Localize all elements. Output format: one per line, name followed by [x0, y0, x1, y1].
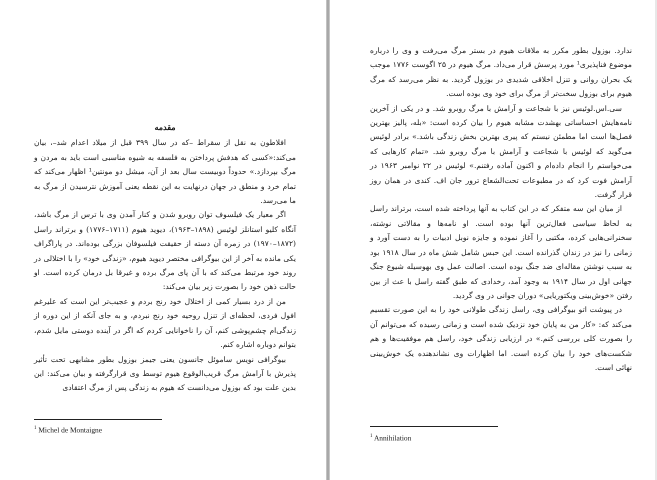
paragraph: در پیوشت اتو بیوگرافی وی، راسل زندگی طولانی خود را به این صورت تقسیم می‌کند که: «کار من به پایان خود نزدیک شده است و زمانی رسیده که می‌توانم آن را بصورت کلی بررسی کنم.» در ارزیابی زندگی خود، راسل هم موفقیت‌ها و هم شکست‌های خود را بیان کرده است. اما اظهارات وی نشاندهنده یک خوش‌بینی نهائی است. — [370, 305, 632, 372]
right-page — [330, 0, 657, 480]
footnote-text: Annihilation — [373, 433, 412, 443]
paragraph: سی.اس.لوئیس نیز با شجاعت و آرامش با مرگ روبرو شد. و در یکی از آخرین نامه‌هایش احساساتی بهشدت مشابه هیوم را بیان کرده است: «بله، پالیز بهترین فصل‌ها است اما مطمئن نیستم که پیری بهترین بخش زندگی باشد.» برادر لوئیس می‌گوید که لوئیس با شجاعت و آرامش با مرگ روبرو شد. «تمام کارهایی که می‌خواستم را انجام داده‌ام و اکنون آماده رفتنم.» لوئیس در ۲۲ نوامبر ۱۹۶۳ در آرامش فوت کرد که در مطبوعات تحت‌الشعاع ترور جان اف. کندی در همان روز قرار گرفت. — [370, 103, 633, 200]
paragraph: ندارد. بوزول بطور مکرر به ملاقات هیوم در بستر مرگ می‌رفت و وی را درباره موضوع فناپذیری¹ مورد پرسش قرار می‌داد. مرگ هیوم در ۲۵ اگوست ۱۷۷۶ موجب یک بحران روانی و تنزل اخلاقی شدیدی در بوزول گردید. به نظر می‌رسد که مرگ هیوم برای بوزول سخت‌تر از مرگ برای خود وی بوده است. — [370, 46, 632, 99]
section-heading: مقدمه — [154, 122, 176, 132]
paragraph: افلاطون به نقل از سقراط –که در سال ۳۹۹ قبل از میلاد اعدام شد–، بیان می‌کند:«کسی که هدفش پرداختن به فلسفه به شیوه مناسبی است باید به مردن و مرگ بپردازد.» حدوداً دوبیست سال بعد از آن، میشل دو مونتین¹ اظهار می‌کند که تمام خرد و منطق در جهان درنهایت به این نقطه یعنی آموزش نترسیدن از مرگ به ما می‌رسد. — [34, 138, 297, 206]
paragraph: اگر معیار یک فیلسوف توان روبرو شدن و کنار آمدن وی با ترس از مرگ باشد، آنگاه کلیو استانلز لوئیس (۱۸۹۸–۱۹۶۳)، دیوید هیوم (۱۷۱۱–۱۷۷۶) و برتراند راسل (۱۸۷۲–۱۹۷۰) در زمره آن دسته از حقیقت فیلسوفان بزرگی بوده‌اند. در پاراگراف یکی مانده به آخر از این بیوگرافی مختصر دیوید هیوم، «زندگی خود» را با اختلالی در روند خود مرتبط می‌کند که با آن پای مرگ برده و غیرقا بل درمان کرده است. او حالت ذهن خود را بصورت زیر بیان می‌کند: — [34, 210, 297, 292]
footnote — [34, 424, 102, 435]
footnote-mark: 1 — [370, 434, 373, 439]
footnote-text: Michel de Montaigne — [38, 425, 102, 435]
paragraph: من از درد بسیار کمی از اختلال خود رنج بردم و عجیب‌تر این است که علیرغم افول فردی، لحظه‌ای از تنزل روحیه خود رنج نبردم، و به جای آنکه از این دوره از زندگی‌ام چشم‌پوشی کنم، آن را ناخوانایی کردم که اگر در آینده دوستی مایل شدم، بتوانم دوباره اشاره کنم. — [34, 296, 296, 350]
paragraph: بیوگرافی نویس ساموئل جانسون یعنی جیمز بوزول بطور مشابهی تحت تأثیر پذیرش با آرامش مرگ قریب‌الوقوع هیوم توسط وی قرارگرفته و بیان می‌کند: این بدین علت بود که بوزول می‌دانست که هیوم به زندگی پس از مرگ اعتقادی — [34, 354, 296, 393]
right-page-body — [370, 44, 632, 375]
paragraph: از میان این سه متفکر که در این کتاب به آنها پرداخته شده است، برتراند راسل به لحاظ سیاسی فعال‌ترین آنها بوده است. او نامه‌ها و مقالاتی نوشته، سخنرانی‌هایی کرده، مکتبی را آغاز نموده و جایزه نوبل ادبیات را به دست آورد و زمانی را نیز در زندان گذرانده است. این حبس شامل شش ماه در سال ۱۹۱۸ بود به سبب نوشتن مقاله‌ای ضد جنگ بوده است. اصالت عمل وی بهوسیله شیوع جنگ جهانی اول در سال ۱۹۱۴ به وجود آمد، رخدادی که طبق گفته راسل با عث از بین رفتن «خوش‌بینی ویکتوریایی» دوران جوانی در وی گردید. — [370, 204, 632, 300]
footnote — [370, 432, 411, 443]
footnote-divider — [34, 419, 162, 420]
left-page-body — [34, 120, 296, 396]
footnote-mark: 1 — [34, 426, 37, 431]
footnote-divider — [370, 426, 498, 427]
left-page — [0, 0, 326, 480]
